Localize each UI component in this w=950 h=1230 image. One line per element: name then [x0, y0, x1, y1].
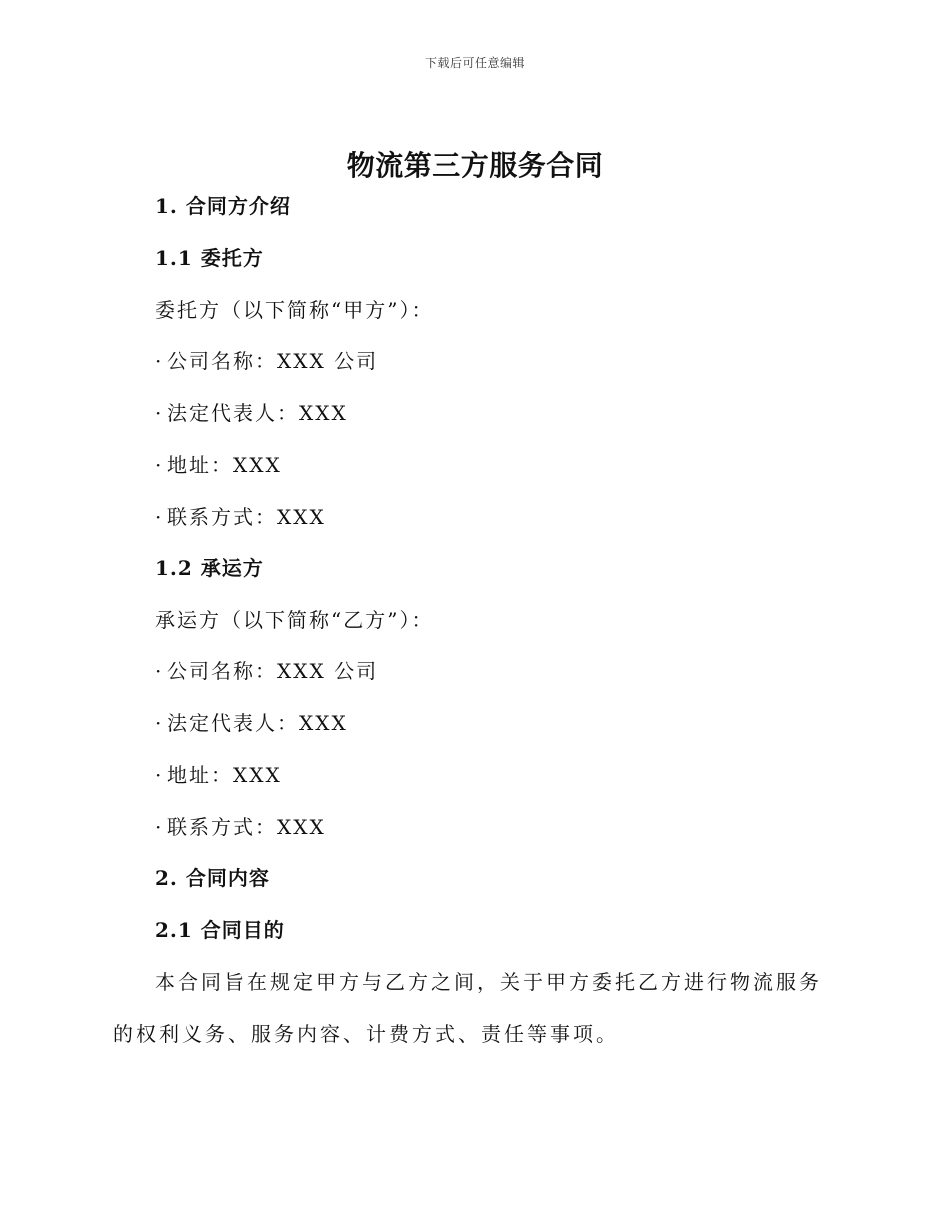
party-a-address-text: 地址：XXX	[167, 453, 282, 477]
party-a-company	[155, 346, 378, 376]
party-a-company-text: 公司名称：XXX 公司	[167, 349, 379, 373]
bullet-mark: ·	[155, 815, 164, 839]
party-b-company	[155, 656, 378, 686]
party-b-company-text: 公司名称：XXX 公司	[167, 659, 379, 683]
party-b-address-text: 地址：XXX	[167, 763, 282, 787]
bullet-mark: ·	[155, 349, 164, 373]
party-b-intro: 承运方（以下简称“乙方”）：	[155, 608, 434, 632]
party-b-address	[155, 760, 282, 790]
bullet-mark: ·	[155, 763, 164, 787]
section-heading-1: 1. 合同方介绍	[155, 194, 291, 218]
bullet-mark: ·	[155, 659, 164, 683]
document-title: 物流第三方服务合同	[346, 149, 604, 182]
party-b-contact	[155, 812, 326, 842]
purpose-paragraph: 本合同旨在规定甲方与乙方之间，关于甲方委托乙方进行物流服务的权利义务、服务内容、计费方式、责任等事项。	[113, 970, 822, 1046]
header-note: 下载后可任意编辑	[424, 56, 525, 70]
subsection-heading-1-1: 1.1 委托方	[155, 246, 264, 270]
party-b-legal-rep-text: 法定代表人：XXX	[167, 711, 348, 735]
party-b-contact-text: 联系方式：XXX	[167, 815, 326, 839]
subsection-heading-2-1: 2.1 合同目的	[155, 918, 285, 942]
party-a-legal-rep-text: 法定代表人：XXX	[167, 401, 348, 425]
bullet-mark: ·	[155, 401, 164, 425]
subsection-heading-1-2: 1.2 承运方	[155, 556, 264, 580]
party-a-contact-text: 联系方式：XXX	[167, 505, 326, 529]
party-a-legal-rep	[155, 398, 348, 428]
party-b-legal-rep	[155, 708, 348, 738]
party-a-intro: 委托方（以下简称“甲方”）：	[155, 298, 434, 322]
party-a-address	[155, 450, 282, 480]
bullet-mark: ·	[155, 453, 164, 477]
party-a-contact	[155, 502, 326, 532]
bullet-mark: ·	[155, 711, 164, 735]
bullet-mark: ·	[155, 505, 164, 529]
section-heading-2: 2. 合同内容	[155, 866, 270, 890]
